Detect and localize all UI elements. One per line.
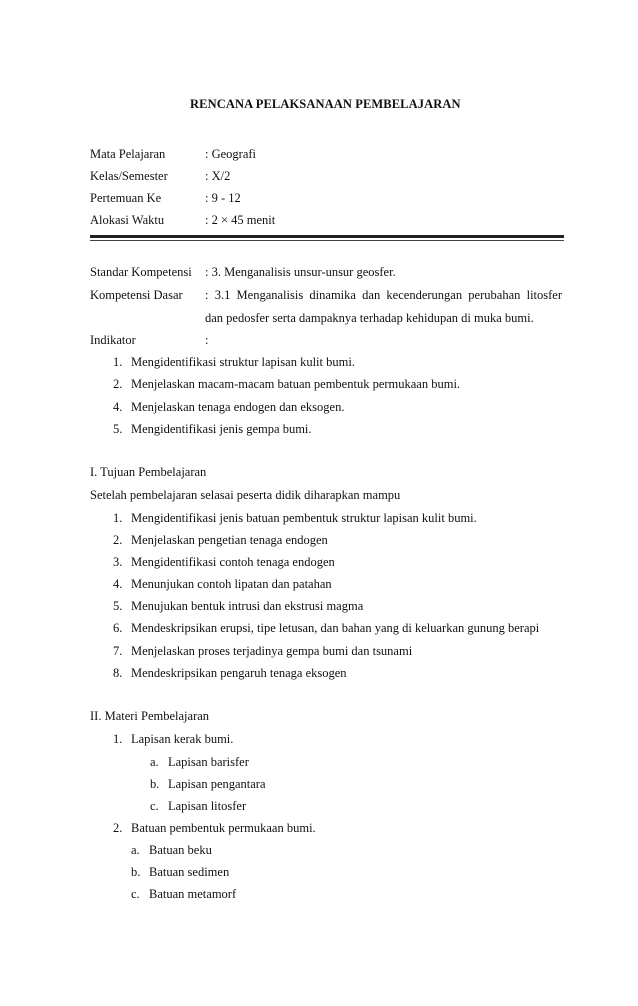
materials-heading: II. Materi Pembelajaran (90, 709, 210, 723)
objectives-heading: I. Tujuan Pembelajaran (90, 465, 207, 479)
material-item-num: 2. (113, 821, 123, 835)
divider-thick (90, 235, 564, 238)
objective-item-text: Menunjukan contoh lipatan dan patahan (131, 577, 332, 591)
standard-competency-value: : 3. Menganalisis unsur-unsur geosfer. (205, 265, 396, 279)
objective-item-text: Menjelaskan pengetian tenaga endogen (131, 533, 328, 547)
indicator-item-text: Menjelaskan macam-macam batuan pembentuk permukaan bumi. (131, 377, 461, 391)
objective-item-num: 2. (113, 533, 123, 547)
material-item-text: Batuan pembentuk permukaan bumi. (131, 821, 316, 835)
material-subitem-letter: c. (150, 799, 159, 813)
indicator-item-num: 1. (113, 355, 123, 369)
objective-item-text: Mendeskripsikan erupsi, tipe letusan, dan bahan yang di keluarkan gunung berapi (131, 621, 540, 635)
material-subitem-letter: a. (150, 755, 159, 769)
objective-item-text: Mengidentifikasi contoh tenaga endogen (131, 555, 335, 569)
material-item-text: Lapisan kerak bumi. (131, 732, 234, 746)
objective-item-text: Menjelaskan proses terjadinya gempa bumi dan tsunami (131, 644, 413, 658)
objective-item-num: 6. (113, 621, 123, 635)
objective-item-num: 5. (113, 599, 123, 613)
indicator-item-text: Menjelaskan tenaga endogen dan eksogen. (131, 400, 345, 414)
standard-competency-label: Standar Kompetensi (90, 265, 192, 279)
identity-value-time: : 2 × 45 menit (205, 213, 276, 227)
page-title: RENCANA PELAKSANAAN PEMBELAJARAN (190, 97, 461, 111)
objective-item-num: 3. (113, 555, 123, 569)
indicator-item-text: Mengidentifikasi jenis gempa bumi. (131, 422, 312, 436)
material-subitem-letter: a. (131, 843, 140, 857)
material-subitem-letter: b. (131, 865, 141, 879)
indicator-item-num: 2. (113, 377, 123, 391)
material-subitem-letter: c. (131, 887, 140, 901)
identity-value-class: : X/2 (205, 169, 231, 183)
basic-competency-line1: : 3.1 Menganalisis dinamika dan kecenderungan perubahan litosfer (205, 288, 562, 302)
material-subitem-text: Batuan sedimen (149, 865, 230, 879)
indicator-label: Indikator (90, 333, 136, 347)
objective-item-num: 8. (113, 666, 123, 680)
indicator-item-num: 5. (113, 422, 123, 436)
identity-label-meeting: Pertemuan Ke (90, 191, 162, 205)
identity-label-time: Alokasi Waktu (90, 213, 165, 227)
objective-item-num: 1. (113, 511, 123, 525)
basic-competency-label: Kompetensi Dasar (90, 288, 183, 302)
identity-value-subject: : Geografi (205, 147, 257, 161)
material-item-num: 1. (113, 732, 123, 746)
objective-item-num: 7. (113, 644, 123, 658)
material-subitem-letter: b. (150, 777, 160, 791)
material-subitem-text: Lapisan litosfer (168, 799, 247, 813)
indicator-item-num: 4. (113, 400, 123, 414)
objective-item-text: Menujukan bentuk intrusi dan ekstrusi magma (131, 599, 364, 613)
identity-value-meeting: : 9 - 12 (205, 191, 241, 205)
indicator-item-text: Mengidentifikasi struktur lapisan kulit bumi. (131, 355, 355, 369)
objective-item-text: Mengidentifikasi jenis batuan pembentuk struktur lapisan kulit bumi. (131, 511, 477, 525)
material-subitem-text: Batuan beku (149, 843, 212, 857)
objective-item-text: Mendeskripsikan pengaruh tenaga eksogen (131, 666, 347, 680)
objective-item-num: 4. (113, 577, 123, 591)
identity-label-subject: Mata Pelajaran (90, 147, 166, 161)
basic-competency-line2: dan pedosfer serta dampaknya terhadap kehidupan di muka bumi. (205, 311, 534, 325)
material-subitem-text: Batuan metamorf (149, 887, 237, 901)
identity-label-class: Kelas/Semester (90, 169, 168, 183)
material-subitem-text: Lapisan pengantara (168, 777, 266, 791)
divider-thin (90, 240, 564, 241)
objectives-intro: Setelah pembelajaran selasai peserta didik diharapkan mampu (90, 488, 401, 502)
material-subitem-text: Lapisan barisfer (168, 755, 249, 769)
indicator-colon: : (205, 333, 209, 347)
